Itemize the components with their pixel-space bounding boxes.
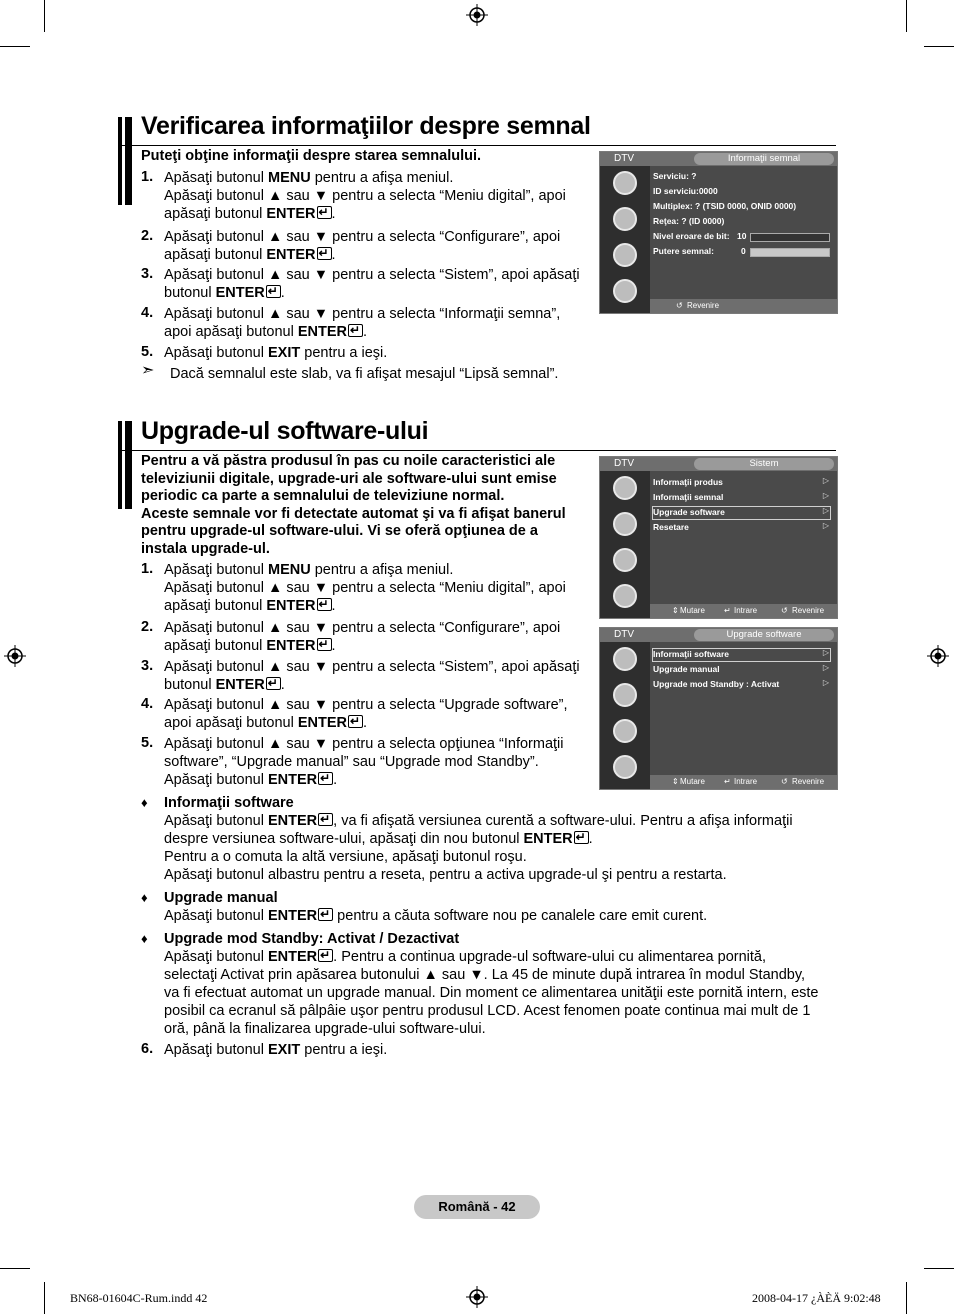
input-menu-icon [613, 279, 637, 303]
osd-footer-return: Revenire [792, 606, 825, 615]
return-icon: ↺ [781, 777, 788, 786]
input-menu-icon [613, 584, 637, 608]
osd-menu-item[interactable]: Upgrade mod Standby : Activat [653, 679, 780, 689]
step-number: 6. [141, 1041, 154, 1057]
step-number: 3. [141, 266, 154, 282]
step-number: 1. [141, 169, 154, 185]
crop-mark [906, 0, 907, 32]
step-text: Apăsaţi butonul EXIT pentru a ieşi. [164, 1042, 388, 1058]
bullet-icon: ♦ [141, 890, 148, 905]
osd-strength-label: Putere semnal: [653, 246, 714, 256]
signal-strength-fill [751, 249, 829, 256]
step-text: Apăsaţi butonul MENU pentru a afişa meniul. Apăsaţi butonul ▲ sau ▼ pentru a selecta “Meniu digital”, apoi apăsaţi butonul ENTER . [164, 170, 566, 222]
step-number: 4. [141, 305, 154, 321]
step-number: 3. [141, 658, 154, 674]
step-text: Apăsaţi butonul EXIT pentru a ieşi. [164, 345, 388, 361]
chevron-right-icon: ▷ [822, 521, 829, 530]
enter-icon [574, 831, 589, 844]
osd-title: Upgrade software [694, 629, 834, 641]
osd-ber-value: 10 [737, 231, 747, 241]
osd-ber-label: Nivel eroare de bit: [653, 231, 730, 241]
crop-mark [44, 0, 45, 32]
note-icon: ➣ [141, 362, 155, 379]
osd-sidebar [600, 166, 650, 313]
step-text: Apăsaţi butonul ▲ sau ▼ pentru a selecta “Configurare”, apoi apăsaţi butonul ENTER . [164, 620, 561, 654]
osd-menu-item[interactable]: Upgrade manual [653, 664, 720, 674]
step-number: 4. [141, 696, 154, 712]
osd-upgrade-menu [599, 627, 838, 790]
crop-mark [906, 1282, 907, 1314]
step-text: Apăsaţi butonul ▲ sau ▼ pentru a selecta opţiunea “Informaţii software”, “Upgrade manual” sau “Upgrade mod Standby”. Apăsaţi butonul ENTER . [164, 736, 564, 788]
osd-line: Serviciu: ? [653, 171, 697, 181]
osd-line: Reţea: ? (ID 0000) [653, 216, 725, 226]
osd-menu-item[interactable]: Informaţii software [653, 649, 730, 659]
osd-title: Informaţii semnal [694, 153, 834, 165]
registration-mark-icon [4, 645, 26, 667]
bullet-text: Upgrade manual Apăsaţi butonul ENTER pentru a căuta software nou pe canalele care emit curent. [164, 890, 708, 924]
enter-icon [317, 247, 332, 260]
osd-dtv-label: DTV [614, 153, 634, 164]
section-rule [118, 450, 836, 451]
step-number: 5. [141, 735, 154, 751]
enter-icon [317, 638, 332, 651]
step-text: Apăsaţi butonul ▲ sau ▼ pentru a selecta “Informaţii semna”, apoi apăsaţi butonul ENTER . [164, 306, 561, 340]
step-text: Apăsaţi butonul ▲ sau ▼ pentru a selecta “Upgrade software”, apoi apăsaţi butonul ENTER . [164, 697, 568, 731]
page-number: Română - 42 [414, 1195, 540, 1219]
chevron-right-icon: ▷ [822, 678, 829, 687]
chevron-right-icon: ▷ [822, 476, 829, 485]
step-number: 1. [141, 561, 154, 577]
osd-menu-item[interactable]: Informaţii produs [653, 477, 723, 487]
registration-mark-icon [466, 1286, 488, 1308]
crop-mark [924, 1268, 954, 1269]
registration-mark-icon [927, 645, 949, 667]
step-number: 2. [141, 228, 154, 244]
bullet-icon: ♦ [141, 795, 148, 810]
registration-mark-icon [466, 4, 488, 26]
step-text: Apăsaţi butonul ▲ sau ▼ pentru a selecta “Sistem”, apoi apăsaţi butonul ENTER . [164, 267, 580, 301]
crop-mark [0, 46, 30, 47]
step-number: 5. [141, 344, 154, 360]
section-title: Upgrade-ul software-ului [141, 417, 429, 445]
section-rule [118, 145, 836, 146]
picture-menu-icon [613, 476, 637, 500]
section-lead: Puteţi obţine informaţii despre starea semnalului. [141, 148, 482, 164]
osd-signal-info [599, 151, 838, 314]
sound-menu-icon [613, 512, 637, 536]
move-icon: ⇕ [672, 777, 679, 786]
bullet-icon: ♦ [141, 931, 148, 946]
setup-menu-icon [613, 243, 637, 267]
osd-menu-item[interactable]: Upgrade software [653, 507, 725, 517]
enter-icon: ↵ [724, 777, 731, 786]
step-text: Apăsaţi butonul MENU pentru a afişa meniul. Apăsaţi butonul ▲ sau ▼ pentru a selecta “Meniu digital”, apoi apăsaţi butonul ENTER . [164, 562, 566, 614]
picture-menu-icon [613, 647, 637, 671]
osd-footer-return: Revenire [792, 777, 825, 786]
ber-level-bar [750, 233, 830, 242]
section-marker [118, 421, 132, 509]
chevron-right-icon: ▷ [822, 648, 829, 657]
section-title: Verificarea informaţiilor despre semnal [141, 112, 591, 140]
osd-dtv-label: DTV [614, 629, 634, 640]
step-text: Apăsaţi butonul ▲ sau ▼ pentru a selecta “Sistem”, apoi apăsaţi butonul ENTER . [164, 659, 580, 693]
osd-line: ID serviciu:0000 [653, 186, 718, 196]
osd-footer [650, 299, 837, 313]
bullet-text: Informaţii software Apăsaţi butonul ENTER , va fi afişată versiunea curentă a software-ului. Pentru a afişa informaţii despre versiunea software-ului, apăsaţi din nou butonul ENTER . Pentru a o comuta la altă versiune, apăsaţi butonul roşu. Apăsaţi butonul albastru pentru a reseta, pentru a activa upgrade-ul şi pentru a restarta. [164, 795, 793, 883]
osd-line: Multiplex: ? (TSID 0000, ONID 0000) [653, 201, 797, 211]
setup-menu-icon [613, 719, 637, 743]
return-icon: ↺ [781, 606, 788, 615]
sound-menu-icon [613, 683, 637, 707]
return-icon: ↺ [676, 301, 683, 310]
osd-footer-enter: Intrare [734, 606, 758, 615]
enter-icon [318, 949, 333, 962]
crop-mark [924, 46, 954, 47]
setup-menu-icon [613, 548, 637, 572]
osd-footer-enter: Intrare [734, 777, 758, 786]
osd-sidebar [600, 642, 650, 789]
crop-mark [44, 1282, 45, 1314]
enter-icon [266, 677, 281, 690]
step-text: Apăsaţi butonul ▲ sau ▼ pentru a selecta “Configurare”, apoi apăsaţi butonul ENTER . [164, 229, 561, 263]
osd-strength-value: 0 [741, 246, 746, 256]
section-lead: Pentru a vă păstra produsul în pas cu noile caracteristici ale televiziunii digitale, upgrade-uri ale software-ului sunt emise periodic ca parte a semnalului de televiziune normal. Aceste semnale vor fi detectate automat şi va fi afişat banerul pentru upgrade-ul software-ului. Vi se oferă opţiunea de a instala upgrade-ul. [141, 453, 566, 557]
enter-icon [318, 908, 333, 921]
enter-icon [266, 285, 281, 298]
osd-footer [650, 775, 837, 789]
enter-icon [317, 206, 332, 219]
enter-icon [318, 813, 333, 826]
enter-icon [318, 772, 333, 785]
enter-icon [348, 324, 363, 337]
signal-strength-bar [750, 248, 830, 257]
print-slug-right: 2008-04-17 ¿ÀÈÄ 9:02:48 [752, 1291, 881, 1305]
bullet-text: Upgrade mod Standby: Activat / Dezactivat Apăsaţi butonul ENTER . Pentru a continua upgrade-ul software-ului cu alimentarea pornită, selectaţi Activat prin apăsarea butonului ▲ sau ▼. La 45 de minute după intrarea în modul Standby, va fi efectuat automat un upgrade manual. Din moment ce alimentarea unităţii este pornită intern, este posibil ca ecranul să pâlpâie uşor pentru produsul LCD. Acest fenomen poate continua mai mult de 1 oră, până la finalizarea upgrade-ului software-ului. [164, 931, 819, 1037]
input-menu-icon [613, 755, 637, 779]
enter-icon [317, 598, 332, 611]
crop-mark [0, 1268, 30, 1269]
print-slug-left: BN68-01604C-Rum.indd 42 [70, 1291, 208, 1305]
chevron-right-icon: ▷ [822, 663, 829, 672]
osd-system-menu [599, 456, 838, 619]
osd-footer-move: Mutare [680, 777, 705, 786]
section-marker [118, 117, 132, 205]
osd-sidebar [600, 471, 650, 618]
enter-icon [348, 715, 363, 728]
osd-menu-item[interactable]: Resetare [653, 522, 689, 532]
osd-menu-item[interactable]: Informaţii semnal [653, 492, 724, 502]
enter-icon: ↵ [724, 606, 731, 615]
sound-menu-icon [613, 207, 637, 231]
step-number: 2. [141, 619, 154, 635]
note-text: Dacă semnalul este slab, va fi afişat mesajul “Lipsă semnal”. [170, 366, 559, 382]
osd-footer [650, 604, 837, 618]
picture-menu-icon [613, 171, 637, 195]
move-icon: ⇕ [672, 606, 679, 615]
chevron-right-icon: ▷ [822, 491, 829, 500]
osd-title: Sistem [694, 458, 834, 470]
osd-footer-return: Revenire [687, 301, 720, 310]
chevron-right-icon: ▷ [822, 506, 829, 515]
osd-dtv-label: DTV [614, 458, 634, 469]
osd-footer-move: Mutare [680, 606, 705, 615]
